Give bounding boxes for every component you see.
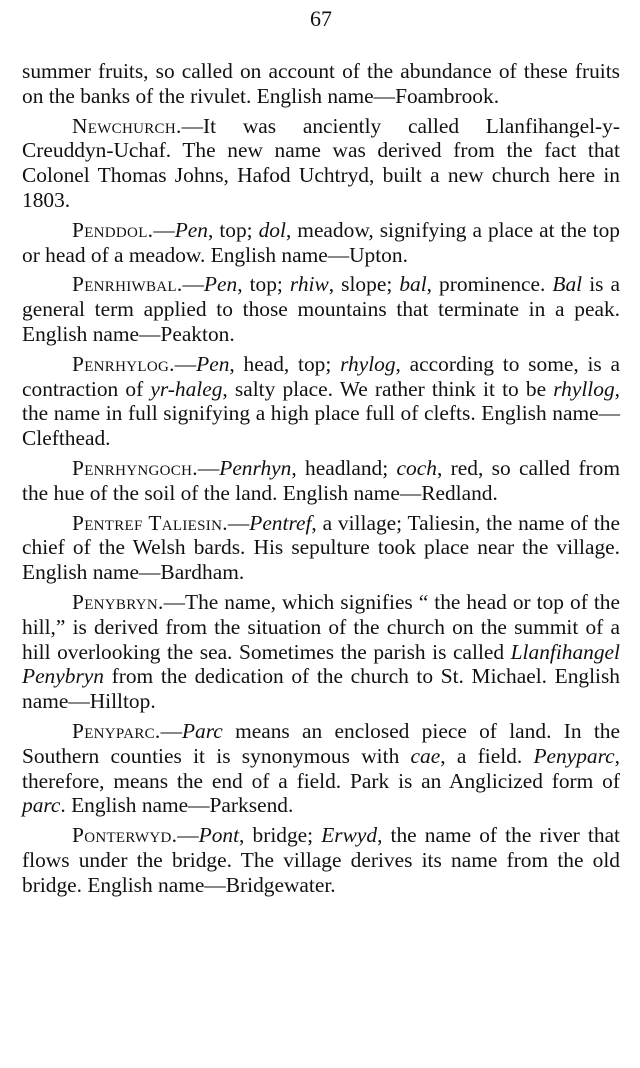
entry-text: , a village; Taliesin, the name of the chief of the Welsh bards. His sepulture took place near the village. English name—Bardham. [22, 510, 621, 585]
entry-text: , headland; [291, 455, 397, 480]
welsh-term: yr-haleg [150, 376, 223, 401]
headword: Penyparc. [72, 718, 161, 743]
entry-penrhiwbal [22, 272, 620, 346]
welsh-term: Pont [198, 823, 240, 848]
entry-penrhylog [22, 352, 620, 451]
entry-newchurch [22, 114, 620, 213]
welsh-term: Pen [174, 217, 208, 242]
book-page [22, 4, 620, 903]
welsh-term: cae [410, 743, 441, 768]
entry-text: , bridge; [239, 823, 322, 848]
welsh-term: dol [258, 217, 286, 242]
welsh-term: Penyparc [533, 743, 615, 768]
welsh-term: Erwyd [321, 823, 378, 848]
headword: Newchurch. [72, 113, 182, 138]
entry-text: , top; [237, 272, 290, 297]
entry-text: —The name, which signifies “ the head or top of the hill,” is derived from the situation of the church on the summit of a hill overlooking the sea. Sometimes the parish is called [22, 589, 620, 664]
entry-text: , top; [207, 217, 259, 242]
welsh-term: coch [396, 455, 437, 480]
entry-text: — [153, 217, 175, 242]
headword: Penybryn. [72, 589, 164, 614]
entry-penyparc [22, 719, 620, 818]
entry-text: — [174, 351, 197, 376]
page-number: 67 [310, 6, 332, 31]
welsh-term: Pen [203, 272, 238, 297]
entry-text: — [177, 823, 199, 848]
headword: Pentref Taliesin. [72, 510, 228, 535]
entry-text: —It was anciently called Llanfihangel-y-Creuddyn-Uchaf. The new name was derived from the fact that Colonel Thomas Johns, Hafod Uchtryd, built a new church here in 1803. [22, 113, 620, 212]
entry-text: — [197, 455, 220, 480]
welsh-term: rhylog [340, 351, 396, 376]
entry-text: , slope; [328, 272, 400, 297]
entry-text: . English name—Parksend. [60, 793, 294, 818]
welsh-term: Parc [181, 718, 223, 743]
continuation-paragraph: summer fruits, so called on account of the abundance of these fruits on the banks of the rivulet. English name—Foambrook. [22, 59, 620, 108]
welsh-term: Bal [552, 272, 583, 297]
welsh-term: Penrhyn [219, 455, 292, 480]
entry-text: from the dedication of the church to St. Michael. English name—Hilltop. [22, 664, 620, 714]
entry-text: , prominence. [426, 272, 553, 297]
welsh-term: rhiw [289, 272, 329, 297]
headword: Penrhylog. [72, 351, 175, 376]
headword: Penddol. [72, 217, 154, 242]
welsh-term: bal [399, 272, 427, 297]
welsh-term: parc [22, 793, 61, 818]
headword: Ponterwyd. [72, 823, 178, 848]
entry-pentref-taliesin [22, 511, 620, 585]
entry-text: , a field. [440, 743, 534, 768]
welsh-term: Llanfihangel Penybryn [22, 639, 620, 689]
headword: Penrhyngoch. [72, 455, 198, 480]
welsh-term: rhyllog [553, 376, 615, 401]
entry-text: means an enclosed piece of land. In the Southern counties it is synonymous with [22, 718, 620, 768]
entry-text: , therefore, means the end of a field. Park is an Anglicized form of [22, 743, 620, 793]
entry-text: — [182, 272, 204, 297]
entry-text: , head, top; [229, 351, 341, 376]
entry-text: , red, so called from the hue of the soil of the land. English name—Redland. [22, 455, 620, 505]
entry-text: , according to some, is a contraction of [22, 351, 620, 401]
entry-penybryn [22, 590, 620, 714]
entry-text: is a general term applied to those mountains that terminate in a peak. English name—Peakton. [22, 272, 620, 346]
entry-text: — [160, 718, 182, 743]
entry-penddol [22, 218, 620, 268]
headword: Penrhiwbal. [72, 272, 183, 297]
entry-penrhyngoch [22, 456, 620, 506]
entry-text: , meadow, signifying a place at the top or head of a meadow. English name—Upton. [22, 217, 620, 267]
welsh-term: Pen [196, 351, 230, 376]
entry-text: — [227, 510, 250, 535]
entry-text: , the name of the river that flows under the bridge. The village derives its name from the old bridge. English name—Bridgewater. [22, 823, 621, 897]
entry-text: , salty place. We rather think it to be [222, 376, 554, 401]
entry-ponterwyd [22, 823, 620, 897]
entry-text: , the name in full signifying a high place full of clefts. English name—Clefthead. [22, 376, 620, 451]
welsh-term: Pentref [249, 510, 312, 535]
